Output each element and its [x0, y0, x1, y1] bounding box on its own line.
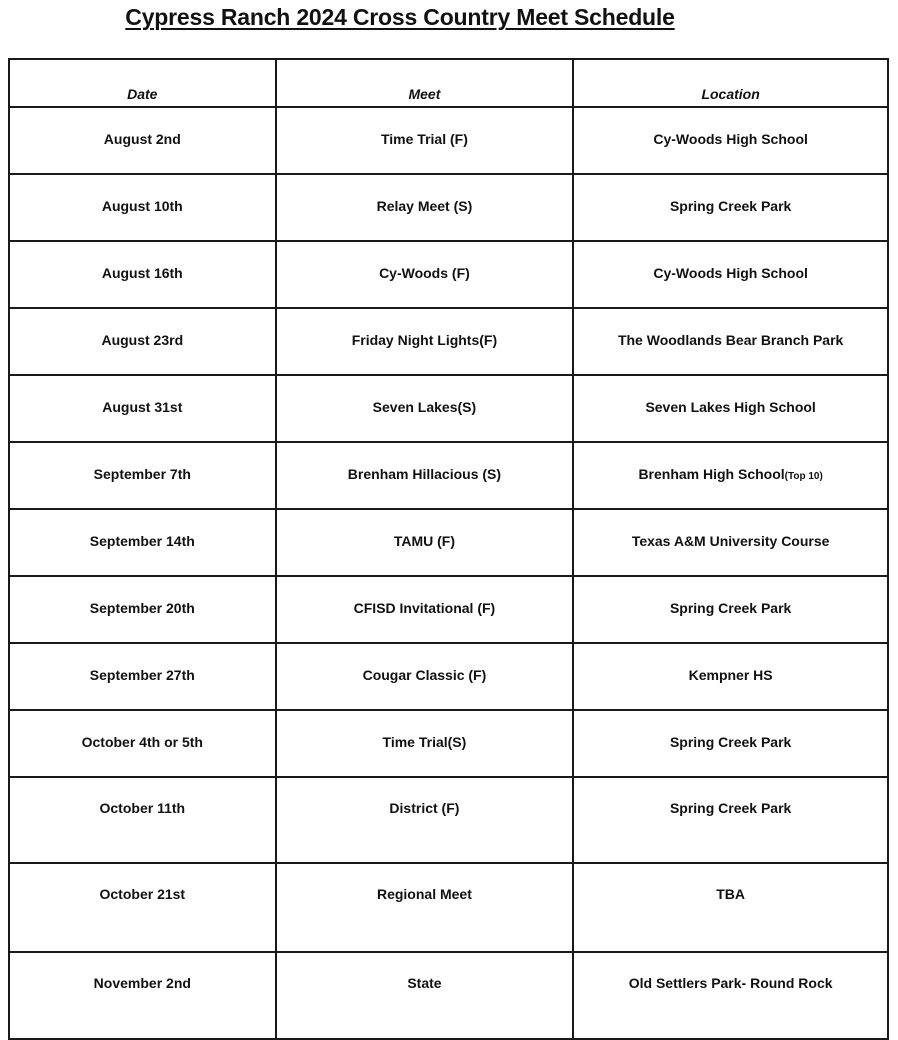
location-note: (Top 10): [784, 470, 823, 482]
location-text: Brenham High School: [638, 465, 785, 482]
table-row: [9, 710, 888, 777]
cell-date: August 16th: [9, 241, 276, 308]
cell-date: August 2nd: [9, 107, 276, 174]
location-text: Cy-Woods High School: [653, 130, 808, 147]
table-row: [9, 308, 888, 375]
table-row: [9, 107, 888, 174]
cell-meet: District (F): [276, 777, 574, 863]
location-text: Spring Creek Park: [669, 599, 792, 616]
cell-meet: Relay Meet (S): [276, 174, 574, 241]
cell-date: August 23rd: [9, 308, 276, 375]
cell-date: October 21st: [9, 863, 276, 952]
location-text: Cy-Woods High School: [653, 264, 808, 281]
table-row: [9, 777, 888, 863]
table-row: [9, 576, 888, 643]
cell-meet: Cy-Woods (F): [276, 241, 574, 308]
header-meet: Meet: [276, 59, 574, 107]
cell-meet: Time Trial(S): [276, 710, 574, 777]
cell-date: September 27th: [9, 643, 276, 710]
cell-date: September 20th: [9, 576, 276, 643]
table-row: [9, 643, 888, 710]
cell-meet: Friday Night Lights(F): [276, 308, 574, 375]
location-text: Texas A&M University Course: [631, 532, 830, 549]
table-row: [9, 952, 888, 1039]
cell-location: [573, 241, 888, 308]
schedule-table: [8, 58, 889, 1040]
cell-location: [573, 375, 888, 442]
page-title: Cypress Ranch 2024 Cross Country Meet Schedule: [125, 4, 675, 30]
location-text: Seven Lakes High School: [645, 398, 816, 415]
location-text: Kempner HS: [688, 666, 773, 683]
cell-location: [573, 442, 888, 509]
cell-meet: Cougar Classic (F): [276, 643, 574, 710]
cell-date: October 11th: [9, 777, 276, 863]
cell-meet: State: [276, 952, 574, 1039]
cell-date: August 10th: [9, 174, 276, 241]
table-row: [9, 863, 888, 952]
cell-date: September 7th: [9, 442, 276, 509]
table-row: [9, 509, 888, 576]
location-text: Old Settlers Park- Round Rock: [628, 975, 833, 991]
cell-location: [573, 107, 888, 174]
location-text: TBA: [716, 886, 746, 902]
location-text: Spring Creek Park: [669, 800, 792, 816]
cell-location: [573, 576, 888, 643]
cell-date: September 14th: [9, 509, 276, 576]
table-row: [9, 174, 888, 241]
cell-location: [573, 509, 888, 576]
table-row: [9, 442, 888, 509]
cell-date: August 31st: [9, 375, 276, 442]
table-row: [9, 375, 888, 442]
header-date: Date: [9, 59, 276, 107]
cell-location: [573, 952, 888, 1039]
cell-location: [573, 710, 888, 777]
cell-meet: TAMU (F): [276, 509, 574, 576]
header-location: Location: [573, 59, 888, 107]
cell-meet: Regional Meet: [276, 863, 574, 952]
cell-location: [573, 777, 888, 863]
table-header-row: [9, 59, 888, 107]
cell-meet: Seven Lakes(S): [276, 375, 574, 442]
cell-meet: Time Trial (F): [276, 107, 574, 174]
cell-location: [573, 308, 888, 375]
cell-location: [573, 174, 888, 241]
cell-location: [573, 643, 888, 710]
cell-meet: Brenham Hillacious (S): [276, 442, 574, 509]
table-row: [9, 241, 888, 308]
location-text: The Woodlands Bear Branch Park: [617, 331, 844, 348]
location-text: Spring Creek Park: [669, 197, 792, 214]
location-text: Spring Creek Park: [669, 733, 792, 750]
cell-date: November 2nd: [9, 952, 276, 1039]
cell-date: October 4th or 5th: [9, 710, 276, 777]
cell-meet: CFISD Invitational (F): [276, 576, 574, 643]
cell-location: [573, 863, 888, 952]
